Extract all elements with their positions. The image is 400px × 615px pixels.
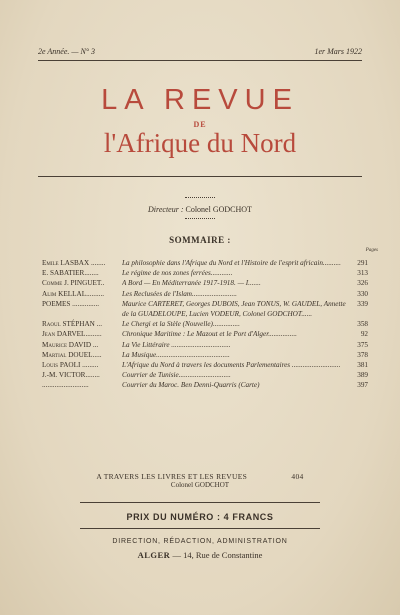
ornament-bottom [185, 218, 215, 219]
toc-row [42, 278, 368, 288]
address-city: ALGER [137, 550, 171, 560]
toc-page: 326 [357, 279, 368, 288]
toc-author: E. SABATIER........ [42, 269, 99, 278]
toc-page: 397 [357, 381, 368, 390]
pages-label: Pages [365, 248, 378, 253]
toc-title: Le régime de nos zones ferrées............ [122, 269, 233, 278]
toc-page: 358 [357, 320, 368, 329]
toc-page: 330 [357, 289, 368, 298]
director-label: Directeur : [148, 205, 186, 214]
table-of-contents [42, 258, 368, 391]
toc-page: 339 [357, 299, 368, 308]
price-rule-top [80, 502, 320, 503]
toc-row [42, 340, 368, 350]
toc-author: Maurice DAVID ... [42, 340, 99, 349]
toc-author: .......................... [42, 381, 89, 390]
toc-page: 375 [357, 340, 368, 349]
toc-page: 92 [360, 330, 368, 339]
toc-title: Maurice CARTERET, Georges DUBOIS, Jean TONUS, W. GAUDEL, Annette de la GUADELOUPE, Lucien VODEUR, Colonel GODCHOT...... [122, 299, 346, 319]
travers-title: A TRAVERS LES LIVRES ET LES REVUES [96, 472, 248, 481]
toc-title: La philosophie dans l'Afrique du Nord et l'Histoire de l'esprit africain.......... [122, 259, 341, 267]
issue-date: 1er Mars 1922 [314, 47, 362, 56]
title-main: LA REVUE [101, 84, 299, 116]
toc-row [42, 350, 368, 360]
toc-title: Courrier du Maroc. Ben Denni-Quarris (Carte) [122, 381, 260, 390]
toc-row [42, 289, 368, 299]
issue-number: 2e Année. — N° 3 [38, 47, 96, 56]
address-street: — 14, Rue de Constantine [170, 550, 263, 560]
travers-page: 404 [291, 472, 304, 481]
toc-title: Le Chergi et la Stèle (Nouvelle)............... [122, 320, 240, 329]
toc-page: 291 [357, 259, 368, 267]
toc-title: A Bord — En Méditerranée 1917-1918. — I....... [122, 279, 261, 288]
travers-author: Colonel GODCHOT [170, 481, 230, 489]
direction-line: DIRECTION, RÉDACTION, ADMINISTRATION [112, 538, 288, 545]
title-sub: l'Afrique du Nord [103, 128, 297, 158]
toc-row [42, 258, 368, 268]
toc-author: J.-M. VICTOR........ [42, 371, 100, 380]
sommaire-heading: SOMMAIRE : [169, 235, 231, 245]
toc-author: Comme J. PINGUET.. [42, 279, 105, 288]
toc-author: Jean DARVEL......... [42, 330, 102, 339]
top-rule [38, 60, 362, 61]
toc-title: La Vie Littéraire ................................. [122, 340, 231, 349]
price-line: PRIX DU NUMÉRO : 4 FRANCS [126, 512, 274, 522]
title-rule [38, 176, 362, 177]
toc-author: POEMES ............... [42, 299, 100, 308]
toc-page: 389 [357, 371, 368, 380]
travers-heading [0, 472, 400, 481]
toc-row [42, 329, 368, 339]
title-de: DE [193, 120, 207, 129]
toc-title: Les Reclusées de l'Islam......................... [122, 289, 237, 298]
toc-row [42, 360, 368, 370]
toc-author: Raoul STÉPHAN ... [42, 320, 103, 329]
toc-title: Courrier de Tunisie............................. [122, 371, 231, 380]
toc-title: L'Afrique du Nord à travers les documents Parlementaires ........................... [122, 361, 341, 370]
toc-page: 378 [357, 350, 368, 359]
director-name: Colonel GODCHOT [185, 205, 252, 214]
toc-row [42, 370, 368, 380]
toc-title: La Musique......................................... [122, 350, 230, 359]
toc-page: 313 [357, 269, 368, 278]
toc-author: Emile LASBAX ........ [42, 259, 106, 267]
toc-author: Alim KELLAL.......... [42, 289, 105, 298]
toc-row [42, 319, 368, 329]
issue-header [38, 47, 362, 59]
toc-author: Louis PAOLI ......... [42, 361, 99, 370]
toc-row [42, 299, 368, 319]
toc-page: 381 [357, 361, 368, 370]
price-rule-bottom [80, 528, 320, 529]
director-line [0, 205, 400, 214]
toc-title: Chronique Maritime : Le Mazout et le Port d'Alger................ [122, 330, 297, 339]
ornament-top [185, 197, 215, 198]
toc-row [42, 268, 368, 278]
toc-row [42, 380, 368, 390]
toc-author: Martial DOUEL..... [42, 350, 102, 359]
address-line [0, 550, 400, 560]
